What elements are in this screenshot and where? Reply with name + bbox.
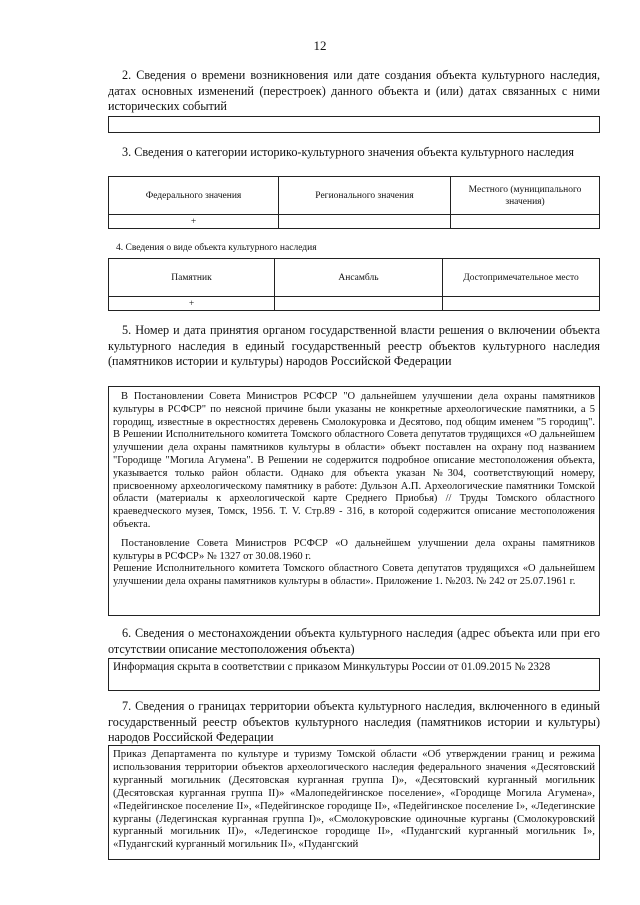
section-7-value-box: [108, 745, 600, 860]
type-value-monument: +: [109, 297, 275, 311]
section-7-heading-text: 7. Сведения о границах территории объекта культурного наследия, включенного в единый государственный реестр объектов культурного наследия (памятников истории и культуры) народов Российской Федерации: [108, 699, 600, 744]
section-6-heading-text: 6. Сведения о местонахождении объекта культурного наследия (адрес объекта или при его отсутствии описание местоположения объекта): [108, 626, 600, 656]
category-value-local: [451, 215, 600, 229]
section-2-value-box: [108, 116, 600, 133]
section-7-value: Приказ Департамента по культуре и туризму Томской области «Об утверждении границ и режима использования территории объектов археологического наследия федерального значения «Десятовский курганный могильник (Десятовская курганная группа I)», «Десятовский курганный могильник (Десятовская курганная группа II)» «Малопедейгинское поселение», «Городище Могила Агумена», «Педейгинское поселение II», «Педейгинское городище II», «Педейгинское поселение I», «Ледегинские курганы (Ледегинская курганная группа I)», «Смолокуровские одиночные курганы (Смолокуровский курганный могильник II)», «Ледегинское городище II», «Пудангский курганный могильник I», «Пудангский курганный могильник II», «Пудангский: [113, 748, 595, 851]
section-5-heading-text: 5. Номер и дата принятия органом государственной власти решения о включении объекта культурного наследия в единый государственный реестр объектов культурного наследия (памятников истории и культуры) народов Российской Федерации: [108, 323, 600, 368]
section-3-heading-text: 3. Сведения о категории историко-культурного значения объекта культурного наследия: [122, 145, 574, 159]
section-6-value-box: [108, 658, 600, 691]
type-table-value-row: [109, 297, 600, 311]
type-table: [108, 258, 600, 311]
page-number: 12: [313, 38, 327, 53]
section-5-paragraph-2: Постановление Совета Министров РСФСР «О дальнейшем улучшении дела охраны памятников культуры в РСФСР» № 1327 от 30.08.1960 г.: [113, 537, 595, 562]
section-6-heading: [108, 626, 600, 657]
category-col-federal: Федерального значения: [109, 177, 279, 215]
type-col-landmark: Достопримечательное место: [443, 259, 600, 297]
type-col-monument: Памятник: [109, 259, 275, 297]
section-3-heading: [108, 145, 600, 161]
section-5-heading: [108, 323, 600, 370]
category-table-header-row: [109, 177, 600, 215]
section-5-paragraph-3: Решение Исполнительного комитета Томского областного Совета депутатов трудящихся «О дальнейшем улучшении дела охраны памятников культуры в области». Приложение 1. №203. № 242 от 25.07.1961 г.: [113, 563, 595, 588]
section-2-heading-text: 2. Сведения о времени возникновения или дате создания объекта культурного наследия, датах основных изменений (перестроек) данного объекта и (или) датах связанных с ними исторических событий: [108, 68, 600, 113]
section-6-value: Информация скрыта в соответствии с приказом Минкультуры России от 01.09.2015 № 2328: [113, 661, 551, 673]
type-table-header-row: [109, 259, 600, 297]
category-col-regional: Регионального значения: [279, 177, 451, 215]
section-5-paragraph-1: В Постановлении Совета Министров РСФСР "О дальнейшем улучшении дела охраны памятников культуры в РСФСР" по неясной причине были указаны не конкретные археологические памятники, а 5 городищ, известные в окрестностях деревень Смолокуровка и Десятово, под общим именем "5 городищ". В Решении Исполнительного комитета Томского областного Совета депутатов трудящихся «О дальнейшем улучшении дела охраны памятников культуры в области» объект поставлен на охрану под названием "Городище "Могила Агумена". В Решении не содержится подробное описание местоположения объекта, указывается только район области. Однако для объекта указан №304, соответствующий номеру, присвоенному археологическому памятнику в работе: Дульзон А.П. Археологические памятники Томской области (материалы к археологической карте Среднего Приобья) // Труды Томского областного краеведческого музея, Томск, 1956. Т. V. Стр.89 - 316, в которой содержится описание местоположения объекта.: [113, 391, 595, 530]
category-table-value-row: [109, 215, 600, 229]
category-value-regional: [279, 215, 451, 229]
category-col-local: Местного (муниципального значения): [451, 177, 600, 215]
type-value-ensemble: [275, 297, 443, 311]
section-7-heading: [108, 699, 600, 746]
section-2-heading: [108, 68, 600, 115]
type-col-ensemble: Ансамбль: [275, 259, 443, 297]
section-4-heading-text: 4. Сведения о виде объекта культурного наследия: [116, 243, 317, 253]
section-4-heading: [108, 242, 600, 254]
category-table: [108, 176, 600, 229]
section-5-content-box: [108, 386, 600, 616]
type-value-landmark: [443, 297, 600, 311]
category-value-federal: +: [109, 215, 279, 229]
